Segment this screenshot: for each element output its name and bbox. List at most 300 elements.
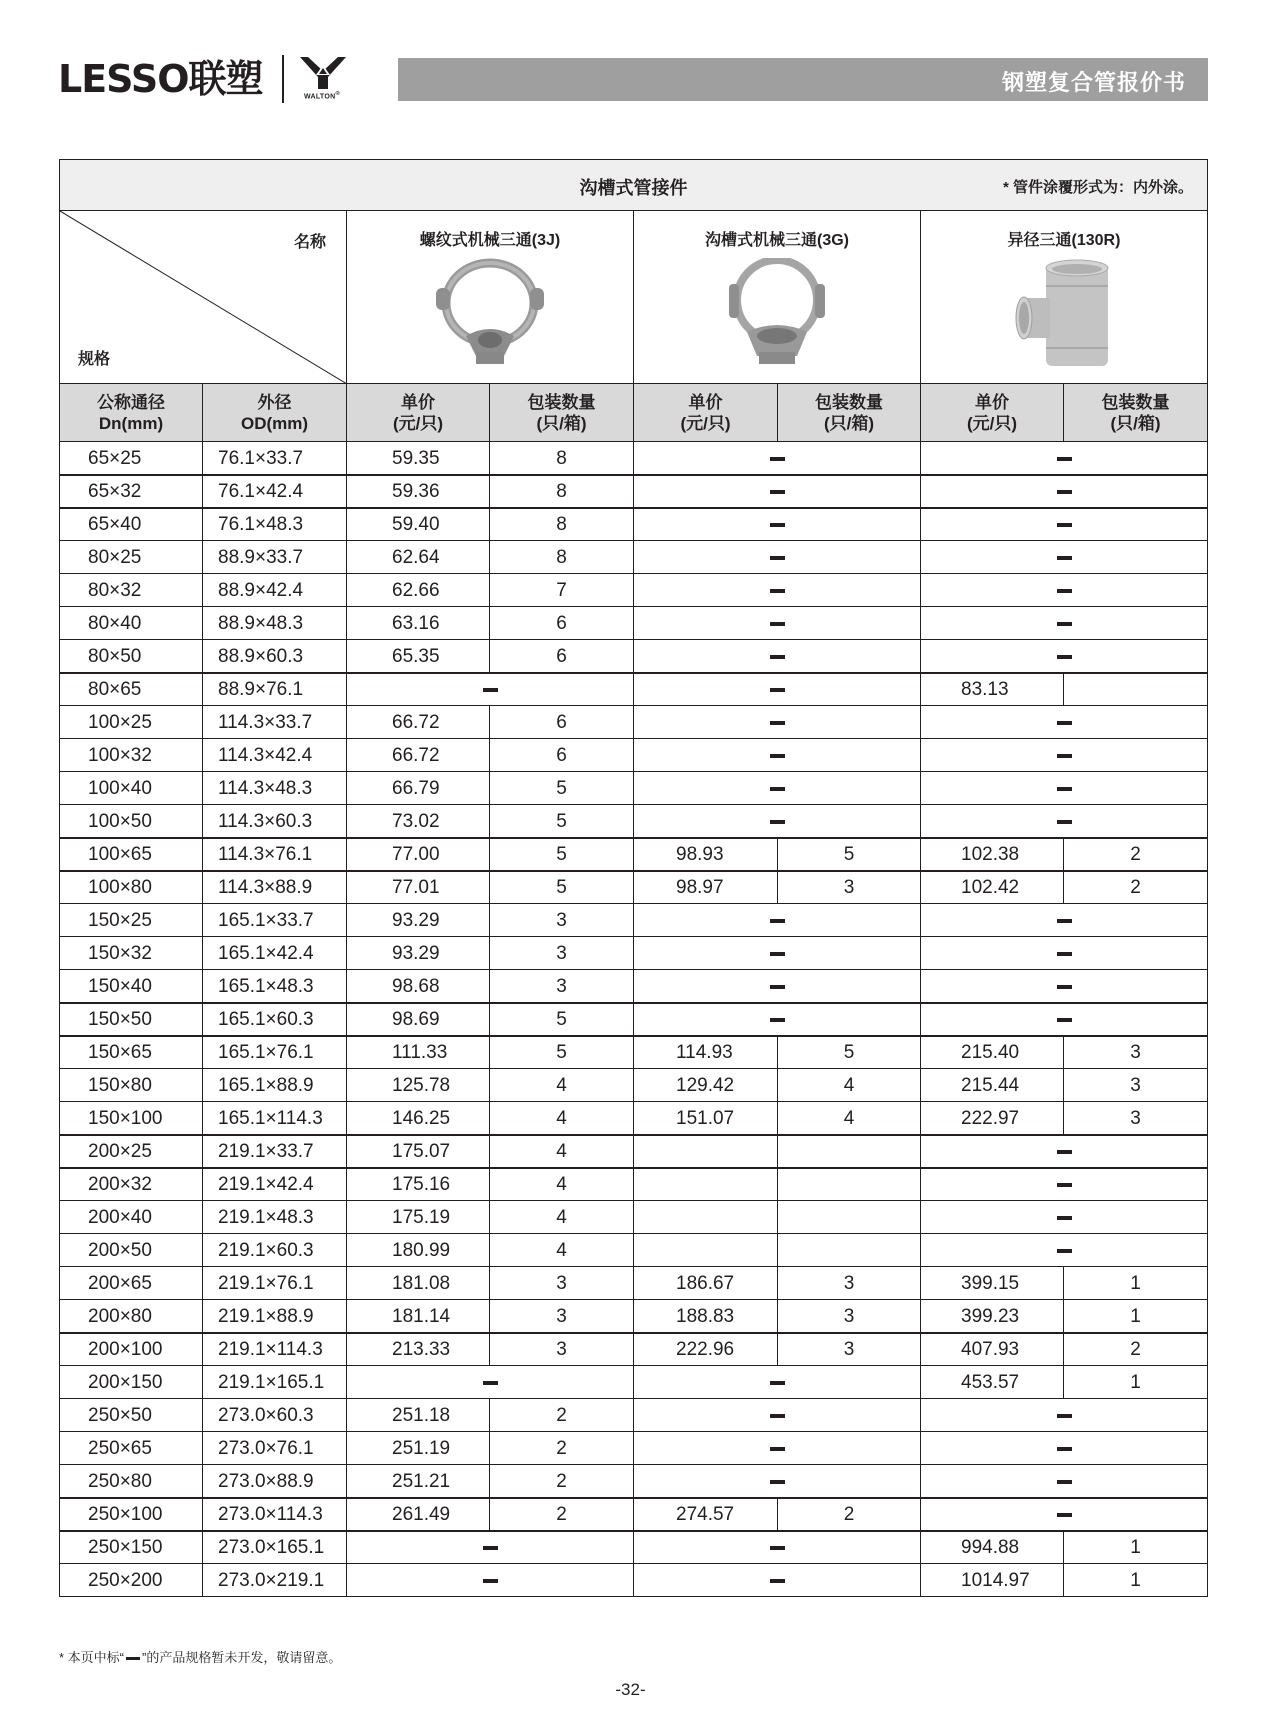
not-developed-dash-icon	[770, 589, 785, 593]
price-cell: 222.96	[634, 1333, 778, 1366]
price-cell: 98.97	[634, 871, 778, 904]
dn-cell: 80×40	[60, 607, 203, 640]
grooved-mechanical-tee-image	[717, 258, 837, 368]
dn-cell: 65×25	[60, 442, 203, 475]
price-unavailable-cell	[634, 739, 921, 772]
header-od: 外径 OD(mm)	[203, 384, 347, 442]
price-table-container	[59, 159, 1207, 1597]
table-row	[60, 706, 1208, 739]
table-row	[60, 772, 1208, 805]
price-unavailable-cell	[921, 607, 1208, 640]
price-cell: 407.93	[921, 1333, 1064, 1366]
not-developed-dash-icon	[770, 1546, 785, 1550]
price-unavailable-cell	[634, 475, 921, 508]
not-developed-dash-icon	[770, 820, 785, 824]
quantity-cell	[778, 1234, 921, 1267]
price-unavailable-cell	[634, 1003, 921, 1036]
table-row	[60, 1399, 1208, 1432]
quantity-cell: 3	[778, 871, 921, 904]
od-cell: 273.0×114.3	[203, 1498, 347, 1531]
quantity-cell: 4	[490, 1201, 634, 1234]
dn-cell: 150×40	[60, 970, 203, 1003]
price-cell: 62.64	[347, 541, 490, 574]
table-row	[60, 838, 1208, 871]
price-cell: 181.14	[347, 1300, 490, 1333]
od-cell: 219.1×114.3	[203, 1333, 347, 1366]
quantity-cell: 3	[1064, 1102, 1208, 1135]
footnote: * 本页中标“ ”的产品规格暂未开发，敬请留意。	[59, 1650, 342, 1665]
logo-divider	[282, 55, 284, 103]
price-unavailable-cell	[921, 970, 1208, 1003]
not-developed-dash-icon	[770, 457, 785, 461]
od-cell: 219.1×33.7	[203, 1135, 347, 1168]
price-cell: 175.19	[347, 1201, 490, 1234]
price-cell: 180.99	[347, 1234, 490, 1267]
price-cell: 93.29	[347, 904, 490, 937]
not-developed-dash-icon	[1057, 1018, 1072, 1022]
dn-cell: 150×100	[60, 1102, 203, 1135]
not-developed-dash-icon	[1057, 754, 1072, 758]
not-developed-dash-icon	[770, 556, 785, 560]
price-unavailable-cell	[634, 508, 921, 541]
table-row	[60, 673, 1208, 706]
quantity-cell: 4	[490, 1135, 634, 1168]
not-developed-dash-icon	[770, 490, 785, 494]
quantity-cell: 3	[1064, 1069, 1208, 1102]
registered-mark: ®	[335, 91, 341, 97]
table-row	[60, 1300, 1208, 1333]
price-unavailable-cell	[921, 1003, 1208, 1036]
not-developed-dash-icon	[1057, 457, 1072, 461]
price-cell: 102.42	[921, 871, 1064, 904]
price-unavailable-cell	[634, 706, 921, 739]
table-row	[60, 1036, 1208, 1069]
table-row	[60, 1333, 1208, 1366]
price-cell: 215.40	[921, 1036, 1064, 1069]
not-developed-dash-icon	[1057, 1249, 1072, 1253]
table-row	[60, 1564, 1208, 1597]
quantity-cell: 1	[1064, 1531, 1208, 1564]
table-row	[60, 1267, 1208, 1300]
header-dn: 公称通径 Dn(mm)	[60, 384, 203, 442]
not-developed-dash-icon	[770, 952, 785, 956]
quantity-cell: 1	[1064, 1366, 1208, 1399]
price-cell: 399.15	[921, 1267, 1064, 1300]
corner-spec-label: 规格	[78, 351, 111, 368]
reducing-tee-image	[1004, 258, 1124, 370]
dn-cell: 250×80	[60, 1465, 203, 1498]
table-row	[60, 1465, 1208, 1498]
od-cell: 165.1×76.1	[203, 1036, 347, 1069]
quantity-cell: 2	[490, 1399, 634, 1432]
price-unavailable-cell	[634, 904, 921, 937]
not-developed-dash-icon	[770, 1018, 785, 1022]
quantity-cell: 2	[1064, 838, 1208, 871]
price-cell: 129.42	[634, 1069, 778, 1102]
price-unavailable-cell	[634, 673, 921, 706]
price-cell: 83.13	[921, 673, 1064, 706]
not-developed-dash-icon	[1057, 820, 1072, 824]
dn-cell: 200×80	[60, 1300, 203, 1333]
table-row	[60, 1135, 1208, 1168]
price-unavailable-cell	[634, 937, 921, 970]
not-developed-dash-icon	[483, 1381, 498, 1385]
price-cell: 222.97	[921, 1102, 1064, 1135]
quantity-cell	[1064, 673, 1208, 706]
product-3g	[634, 211, 921, 384]
not-developed-dash-icon	[770, 1579, 785, 1583]
price-cell: 59.40	[347, 508, 490, 541]
price-unavailable-cell	[921, 1168, 1208, 1201]
price-cell: 98.93	[634, 838, 778, 871]
quantity-cell: 8	[490, 442, 634, 475]
not-developed-dash-icon	[1057, 1414, 1072, 1418]
quantity-cell: 7	[490, 574, 634, 607]
table-row	[60, 508, 1208, 541]
quantity-cell: 1	[1064, 1564, 1208, 1597]
table-row	[60, 1366, 1208, 1399]
walton-logo	[292, 55, 354, 103]
dn-cell: 65×32	[60, 475, 203, 508]
od-cell: 88.9×48.3	[203, 607, 347, 640]
table-row	[60, 970, 1208, 1003]
price-unavailable-cell	[634, 1399, 921, 1432]
quantity-cell: 1	[1064, 1267, 1208, 1300]
price-cell: 251.19	[347, 1432, 490, 1465]
price-cell: 146.25	[347, 1102, 490, 1135]
price-cell: 62.66	[347, 574, 490, 607]
price-unavailable-cell	[634, 1465, 921, 1498]
table-row	[60, 442, 1208, 475]
lesso-logo	[58, 54, 263, 104]
od-cell: 114.3×33.7	[203, 706, 347, 739]
not-developed-dash-icon	[1057, 1447, 1072, 1451]
column-header-row	[60, 384, 1208, 442]
od-cell: 114.3×88.9	[203, 871, 347, 904]
dn-cell: 200×65	[60, 1267, 203, 1300]
od-cell: 219.1×42.4	[203, 1168, 347, 1201]
document-title-bar	[398, 58, 1208, 101]
od-cell: 76.1×48.3	[203, 508, 347, 541]
not-developed-dash-icon	[770, 721, 785, 725]
not-developed-dash-icon	[770, 688, 785, 692]
quantity-cell	[778, 1168, 921, 1201]
table-row	[60, 871, 1208, 904]
price-unavailable-cell	[347, 1366, 634, 1399]
price-cell: 399.23	[921, 1300, 1064, 1333]
dn-cell: 150×65	[60, 1036, 203, 1069]
od-cell: 273.0×165.1	[203, 1531, 347, 1564]
table-row	[60, 1003, 1208, 1036]
quantity-cell: 8	[490, 508, 634, 541]
dn-cell: 200×150	[60, 1366, 203, 1399]
od-cell: 165.1×88.9	[203, 1069, 347, 1102]
price-cell: 213.33	[347, 1333, 490, 1366]
walton-horns-icon	[300, 55, 346, 91]
corner-name-label: 名称	[293, 234, 326, 251]
price-cell: 66.72	[347, 706, 490, 739]
price-unavailable-cell	[921, 739, 1208, 772]
price-unavailable-cell	[921, 1498, 1208, 1531]
quantity-cell: 8	[490, 475, 634, 508]
od-cell: 88.9×42.4	[203, 574, 347, 607]
not-developed-dash-icon	[770, 523, 785, 527]
price-unavailable-cell	[634, 772, 921, 805]
quantity-cell: 4	[490, 1069, 634, 1102]
document-title: 钢塑复合管报价书	[1001, 70, 1186, 95]
not-developed-dash-icon	[1057, 622, 1072, 626]
quantity-cell: 6	[490, 607, 634, 640]
quantity-cell: 4	[778, 1102, 921, 1135]
price-unavailable-cell	[921, 772, 1208, 805]
quantity-cell: 2	[1064, 1333, 1208, 1366]
not-developed-dash-icon	[770, 1414, 785, 1418]
price-cell: 175.16	[347, 1168, 490, 1201]
price-unavailable-cell	[921, 1432, 1208, 1465]
price-cell: 102.38	[921, 838, 1064, 871]
price-unavailable-cell	[634, 442, 921, 475]
price-unavailable-cell	[347, 673, 634, 706]
od-cell: 219.1×165.1	[203, 1366, 347, 1399]
dn-cell: 200×25	[60, 1135, 203, 1168]
price-cell	[634, 1135, 778, 1168]
price-unavailable-cell	[921, 1201, 1208, 1234]
dn-cell: 250×200	[60, 1564, 203, 1597]
table-row	[60, 805, 1208, 838]
od-cell: 273.0×76.1	[203, 1432, 347, 1465]
od-cell: 165.1×33.7	[203, 904, 347, 937]
price-cell	[634, 1168, 778, 1201]
price-cell: 77.01	[347, 871, 490, 904]
table-row	[60, 574, 1208, 607]
od-cell: 114.3×60.3	[203, 805, 347, 838]
threaded-mechanical-tee-image	[430, 258, 550, 368]
table-row	[60, 1069, 1208, 1102]
price-unavailable-cell	[634, 1366, 921, 1399]
table-row	[60, 1102, 1208, 1135]
quantity-cell: 2	[490, 1432, 634, 1465]
not-developed-dash-icon	[770, 655, 785, 659]
dn-cell: 150×25	[60, 904, 203, 937]
quantity-cell: 2	[490, 1498, 634, 1531]
price-cell: 66.72	[347, 739, 490, 772]
price-unavailable-cell	[921, 805, 1208, 838]
product-3j	[347, 211, 634, 384]
quantity-cell: 4	[778, 1069, 921, 1102]
dn-cell: 150×80	[60, 1069, 203, 1102]
price-cell: 188.83	[634, 1300, 778, 1333]
price-unavailable-cell	[921, 442, 1208, 475]
quantity-cell: 3	[490, 937, 634, 970]
price-cell: 98.68	[347, 970, 490, 1003]
table-row	[60, 1498, 1208, 1531]
dn-cell: 100×65	[60, 838, 203, 871]
quantity-cell: 5	[490, 871, 634, 904]
price-cell: 175.07	[347, 1135, 490, 1168]
price-unavailable-cell	[921, 904, 1208, 937]
quantity-cell: 5	[778, 1036, 921, 1069]
price-unavailable-cell	[347, 1531, 634, 1564]
not-developed-dash-icon	[1057, 1513, 1072, 1517]
product-130r	[921, 211, 1208, 384]
dn-cell: 80×50	[60, 640, 203, 673]
dn-cell: 150×32	[60, 937, 203, 970]
price-unavailable-cell	[634, 805, 921, 838]
not-developed-dash-icon	[1057, 787, 1072, 791]
quantity-cell: 5	[490, 838, 634, 871]
table-row	[60, 607, 1208, 640]
table-row	[60, 1432, 1208, 1465]
price-cell: 181.08	[347, 1267, 490, 1300]
dn-cell: 100×80	[60, 871, 203, 904]
walton-wordmark: WALTON	[304, 93, 336, 101]
price-cell: 63.16	[347, 607, 490, 640]
quantity-cell: 3	[490, 1300, 634, 1333]
not-developed-dash-icon	[1057, 490, 1072, 494]
not-developed-dash-icon	[483, 1546, 498, 1550]
od-cell: 114.3×76.1	[203, 838, 347, 871]
quantity-cell: 2	[1064, 871, 1208, 904]
price-cell: 114.93	[634, 1036, 778, 1069]
header-price-3g: 单价 (元/只)	[634, 384, 778, 442]
quantity-cell: 4	[490, 1102, 634, 1135]
table-row	[60, 1168, 1208, 1201]
price-cell: 251.18	[347, 1399, 490, 1432]
dn-cell: 100×40	[60, 772, 203, 805]
price-unavailable-cell	[634, 541, 921, 574]
price-unavailable-cell	[921, 1135, 1208, 1168]
not-developed-dash-icon	[1057, 1480, 1072, 1484]
od-cell: 273.0×88.9	[203, 1465, 347, 1498]
price-unavailable-cell	[921, 574, 1208, 607]
price-unavailable-cell	[921, 541, 1208, 574]
dn-cell: 80×65	[60, 673, 203, 706]
price-unavailable-cell	[921, 706, 1208, 739]
price-cell: 65.35	[347, 640, 490, 673]
quantity-cell: 3	[1064, 1036, 1208, 1069]
quantity-cell: 4	[490, 1168, 634, 1201]
not-developed-dash-icon	[1057, 556, 1072, 560]
quantity-cell: 6	[490, 739, 634, 772]
not-developed-dash-icon	[1057, 655, 1072, 659]
dn-cell: 80×32	[60, 574, 203, 607]
quantity-cell: 3	[778, 1267, 921, 1300]
price-unavailable-cell	[921, 1399, 1208, 1432]
price-cell: 59.36	[347, 475, 490, 508]
dn-cell: 250×150	[60, 1531, 203, 1564]
table-row	[60, 640, 1208, 673]
table-row	[60, 541, 1208, 574]
quantity-cell: 3	[490, 970, 634, 1003]
od-cell: 88.9×33.7	[203, 541, 347, 574]
product-header-row	[60, 211, 1208, 384]
od-cell: 165.1×60.3	[203, 1003, 347, 1036]
not-developed-dash-icon	[483, 688, 498, 692]
price-cell: 111.33	[347, 1036, 490, 1069]
od-cell: 165.1×114.3	[203, 1102, 347, 1135]
price-unavailable-cell	[634, 1531, 921, 1564]
not-developed-dash-icon	[770, 1480, 785, 1484]
not-developed-dash-icon	[1057, 1183, 1072, 1187]
table-row	[60, 475, 1208, 508]
quantity-cell: 6	[490, 706, 634, 739]
price-cell: 98.69	[347, 1003, 490, 1036]
od-cell: 88.9×60.3	[203, 640, 347, 673]
od-cell: 165.1×42.4	[203, 937, 347, 970]
price-cell: 66.79	[347, 772, 490, 805]
table-row	[60, 937, 1208, 970]
dn-cell: 250×65	[60, 1432, 203, 1465]
price-cell: 77.00	[347, 838, 490, 871]
quantity-cell: 2	[490, 1465, 634, 1498]
not-developed-dash-icon	[770, 1447, 785, 1451]
quantity-cell: 3	[778, 1333, 921, 1366]
price-unavailable-cell	[921, 1465, 1208, 1498]
not-developed-dash-icon	[1057, 985, 1072, 989]
brand-name: LESSO联塑	[58, 57, 263, 101]
dn-cell: 250×50	[60, 1399, 203, 1432]
price-cell: 274.57	[634, 1498, 778, 1531]
dn-cell: 200×40	[60, 1201, 203, 1234]
od-cell: 76.1×42.4	[203, 475, 347, 508]
price-rows	[60, 442, 1208, 1597]
od-cell: 273.0×60.3	[203, 1399, 347, 1432]
product-name: 螺纹式机械三通(3J)	[419, 232, 561, 249]
quantity-cell: 5	[490, 1003, 634, 1036]
not-developed-dash-icon	[770, 985, 785, 989]
od-cell: 114.3×42.4	[203, 739, 347, 772]
quantity-cell: 5	[778, 838, 921, 871]
quantity-cell: 3	[490, 904, 634, 937]
price-unavailable-cell	[921, 640, 1208, 673]
od-cell: 273.0×219.1	[203, 1564, 347, 1597]
header-qty-3j: 包装数量 (只/箱)	[490, 384, 634, 442]
price-cell: 251.21	[347, 1465, 490, 1498]
page-number: -32-	[615, 1680, 646, 1699]
od-cell: 88.9×76.1	[203, 673, 347, 706]
corner-cell	[60, 211, 347, 384]
dn-cell: 200×100	[60, 1333, 203, 1366]
dn-cell: 250×100	[60, 1498, 203, 1531]
od-cell: 219.1×88.9	[203, 1300, 347, 1333]
not-developed-dash-icon	[770, 622, 785, 626]
price-cell	[634, 1234, 778, 1267]
table-row	[60, 904, 1208, 937]
not-developed-dash-icon	[483, 1579, 498, 1583]
header-price-3j: 单价 (元/只)	[347, 384, 490, 442]
quantity-cell: 3	[490, 1333, 634, 1366]
od-cell: 219.1×76.1	[203, 1267, 347, 1300]
price-cell: 93.29	[347, 937, 490, 970]
not-developed-dash-icon	[1057, 721, 1072, 725]
price-cell: 261.49	[347, 1498, 490, 1531]
dn-cell: 200×50	[60, 1234, 203, 1267]
not-developed-dash-icon	[1057, 1216, 1072, 1220]
price-cell: 186.67	[634, 1267, 778, 1300]
dn-cell: 80×25	[60, 541, 203, 574]
section-banner	[60, 160, 1208, 211]
quantity-cell: 5	[490, 805, 634, 838]
dash-symbol-icon	[126, 1657, 140, 1660]
header-qty-130r: 包装数量 (只/箱)	[1064, 384, 1208, 442]
price-unavailable-cell	[634, 1432, 921, 1465]
price-cell: 151.07	[634, 1102, 778, 1135]
not-developed-dash-icon	[770, 754, 785, 758]
not-developed-dash-icon	[770, 787, 785, 791]
not-developed-dash-icon	[1057, 1150, 1072, 1154]
not-developed-dash-icon	[1057, 589, 1072, 593]
price-cell: 453.57	[921, 1366, 1064, 1399]
